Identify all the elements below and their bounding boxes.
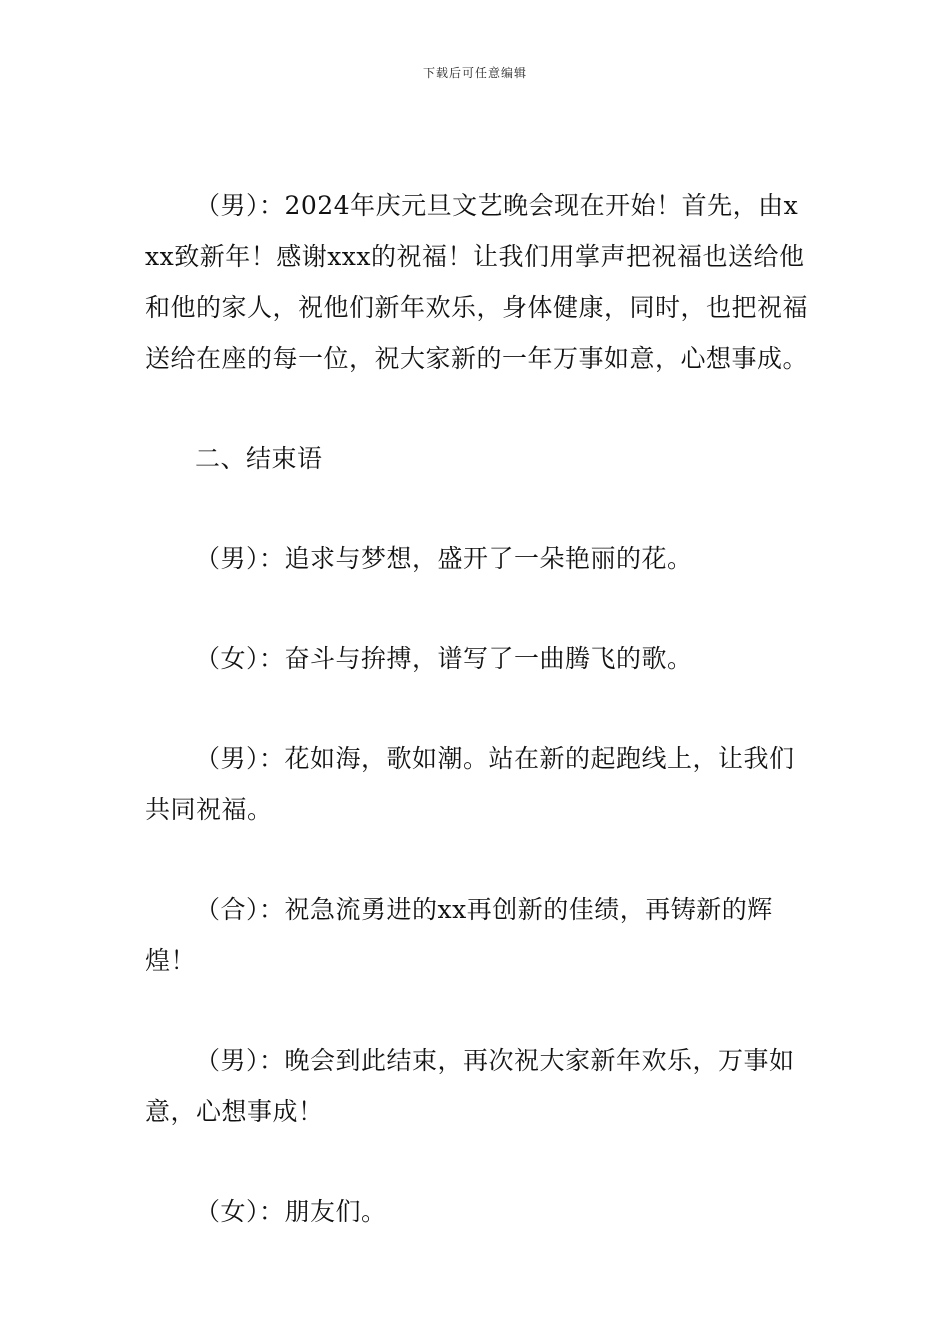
paragraph-opening: （男）：2024年庆元旦文艺晚会现在开始！首先，由xxx致新年！感谢xxx的祝福！让我们用掌声把祝福也送给他和他的家人，祝他们新年欢乐，身体健康，同时，也把祝福送给在座的每一位，祝大家新的一年万事如意，心想事成。 xyxy=(145,191,809,373)
paragraph-male-2: （男）：花如海，歌如潮。站在新的起跑线上，让我们共同祝福。 xyxy=(145,744,795,824)
paragraph-male-3: （男）：晚会到此结束，再次祝大家新年欢乐，万事如意，心想事成！ xyxy=(145,1046,795,1126)
page-header: 下载后可任意编辑 xyxy=(422,66,527,80)
paragraph-together: （合）：祝急流勇进的xx再创新的佳绩，再铸新的辉煌！ xyxy=(145,895,773,975)
paragraph-male-1: （男）：追求与梦想，盛开了一朵艳丽的花。 xyxy=(195,544,693,573)
document-body xyxy=(145,180,810,1286)
section-heading-closing: 二、结束语 xyxy=(195,444,323,473)
paragraph-female-1: （女）：奋斗与拚搏，谱写了一曲腾飞的歌。 xyxy=(195,644,693,673)
paragraph-female-2: （女）：朋友们。 xyxy=(195,1197,387,1226)
